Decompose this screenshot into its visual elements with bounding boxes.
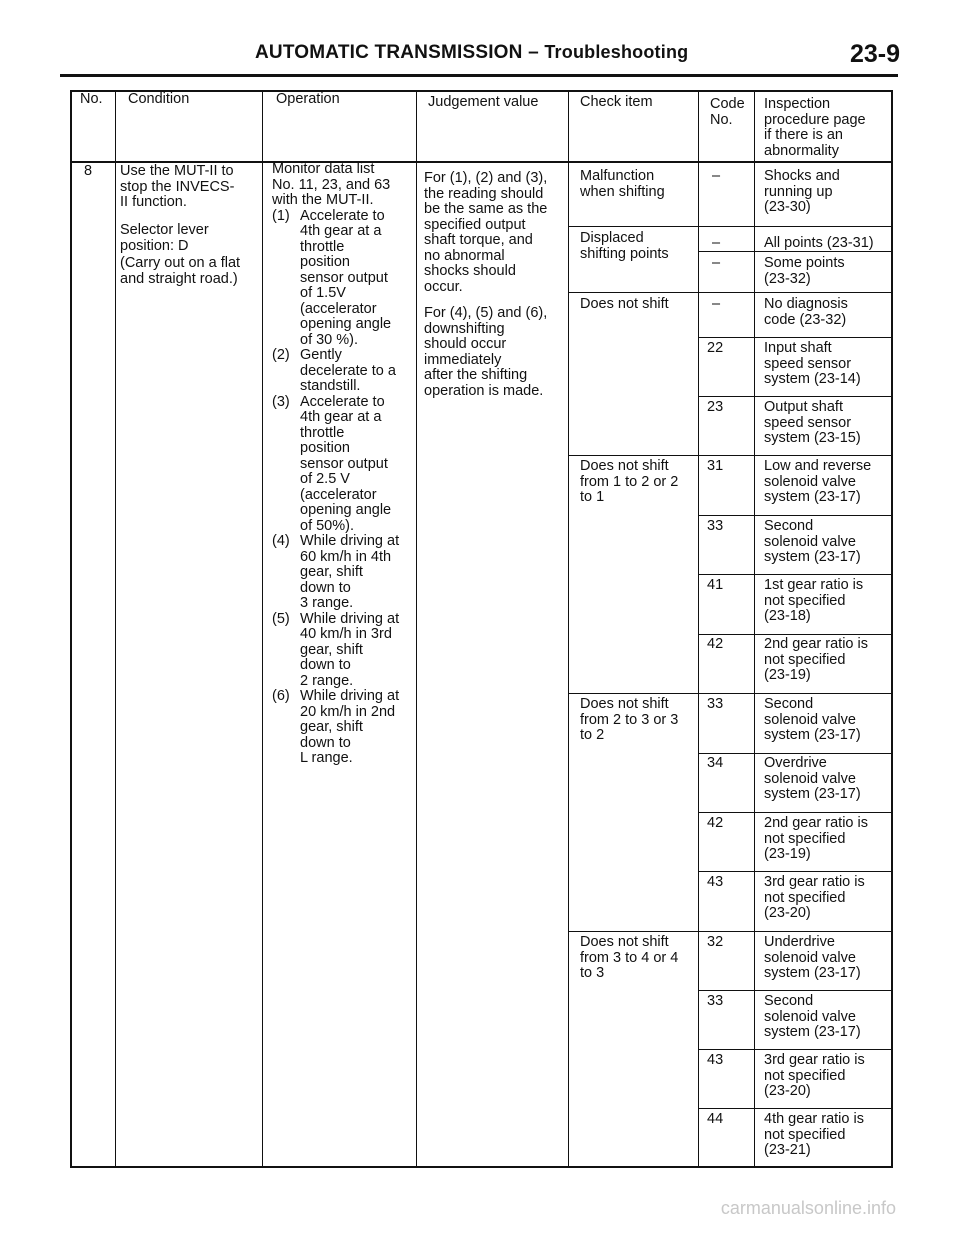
col-header-judgement: Judgement value <box>428 94 539 110</box>
inspection-procedure: 2nd gear ratio is not specified (23-19) <box>764 636 868 683</box>
condition-text: Use the MUT-II to stop the INVECS- II function. <box>120 163 235 210</box>
inspection-procedure: Input shaft speed sensor system (23-14) <box>764 340 861 387</box>
operation-step <box>272 612 412 690</box>
inspection-procedure: Low and reverse solenoid valve system (23-17) <box>764 458 872 505</box>
subrow-divider <box>698 871 893 872</box>
operation-step-text: While driving at 40 km/h in 3rd gear, shift down to 2 range. <box>300 610 400 689</box>
subrow-divider <box>698 574 893 575</box>
inspection-procedure: Output shaft speed sensor system (23-15) <box>764 399 861 446</box>
code-number: 42 <box>707 815 724 831</box>
check-item: Does not shift from 1 to 2 or 2 to 1 <box>580 458 679 505</box>
check-divider <box>568 226 893 227</box>
subrow-divider <box>698 1049 893 1050</box>
title-separator: – <box>528 42 539 63</box>
operation-step <box>272 395 412 535</box>
col-header-inspection: Inspection procedure page if there is an abnormality <box>764 96 866 159</box>
code-number: 33 <box>707 518 724 534</box>
code-number: 31 <box>707 458 724 474</box>
col-divider-condition <box>262 90 263 1168</box>
code-number: 44 <box>707 1111 724 1127</box>
judgement-text: For (4), (5) and (6), downshifting should occur immediately after the shifting operation is made. <box>424 305 548 399</box>
code-number: – <box>712 255 721 271</box>
watermark-text: carmanualsonline.info <box>720 1198 896 1218</box>
col-header-code: Code No. <box>710 96 745 128</box>
inspection-procedure: All points (23-31) <box>764 235 874 251</box>
operation-step-text: Accelerate to 4th gear at a throttle position sensor output of 2.5 V (accelerator opening angle of 50%). <box>300 393 392 534</box>
subrow-divider <box>698 396 893 397</box>
section-title: AUTOMATIC TRANSMISSION <box>255 42 523 63</box>
code-number: 23 <box>707 399 724 415</box>
col-header-no: No. <box>80 91 103 107</box>
col-divider-no <box>115 90 116 1168</box>
inspection-procedure: 4th gear ratio is not specified (23-21) <box>764 1111 864 1158</box>
operation-step <box>272 534 412 612</box>
code-number: 41 <box>707 577 724 593</box>
code-number: 43 <box>707 874 724 890</box>
operation-step <box>272 689 412 767</box>
judgement-text: For (1), (2) and (3), the reading should be the same as the specified output shaft torque, and no abnormal shocks should occur. <box>424 170 548 295</box>
page-title <box>255 42 688 64</box>
check-divider <box>568 292 893 293</box>
subrow-divider <box>698 515 893 516</box>
section-subtitle: Troubleshooting <box>544 42 689 62</box>
code-number: – <box>712 168 721 184</box>
table-border-bottom <box>70 1166 893 1168</box>
inspection-procedure: Second solenoid valve system (23-17) <box>764 993 861 1040</box>
subrow-divider <box>698 990 893 991</box>
check-divider <box>568 693 893 694</box>
operation-step-number: (4) <box>272 533 290 549</box>
inspection-procedure: 1st gear ratio is not specified (23-18) <box>764 577 864 624</box>
inspection-procedure: Shocks and running up (23-30) <box>764 168 840 215</box>
code-number: 34 <box>707 755 724 771</box>
code-number: – <box>712 296 721 312</box>
code-number: 43 <box>707 1052 724 1068</box>
code-number: 33 <box>707 993 724 1009</box>
operation-step-number: (5) <box>272 610 290 627</box>
check-item: Does not shift <box>580 296 669 312</box>
operation-step <box>272 348 412 395</box>
page-number: 23-9 <box>849 40 900 68</box>
col-header-condition: Condition <box>128 91 190 107</box>
inspection-procedure: Second solenoid valve system (23-17) <box>764 696 861 743</box>
check-item: Malfunction when shifting <box>580 168 665 200</box>
inspection-procedure: 3rd gear ratio is not specified (23-20) <box>764 1052 865 1099</box>
operation-step-text: While driving at 60 km/h in 4th gear, shift down to 3 range. <box>300 533 400 611</box>
operation-intro: Monitor data list No. 11, 23, and 63 with the MUT-II. <box>272 161 391 208</box>
operation-steps <box>272 209 412 767</box>
header-rule <box>60 74 898 77</box>
code-number: 33 <box>707 696 724 712</box>
operation-step <box>272 209 412 349</box>
inspection-procedure: Overdrive solenoid valve system (23-17) <box>764 755 861 802</box>
operation-step-text: While driving at 20 km/h in 2nd gear, shift down to L range. <box>300 688 400 766</box>
condition-text: (Carry out on a flat and straight road.) <box>120 255 241 287</box>
inspection-procedure: 3rd gear ratio is not specified (23-20) <box>764 874 865 921</box>
operation-step-number: (2) <box>272 347 290 363</box>
code-number: 32 <box>707 934 724 950</box>
operation-step-text: Accelerate to 4th gear at a throttle position sensor output of 1.5V (accelerator opening angle of 30 %). <box>300 207 392 348</box>
row-number: 8 <box>84 163 93 179</box>
check-divider <box>568 455 893 456</box>
code-number: 22 <box>707 340 724 356</box>
col-divider-judgement <box>568 90 569 1168</box>
subrow-divider <box>698 812 893 813</box>
check-divider <box>568 931 893 932</box>
operation-step-text: Gently decelerate to a standstill. <box>300 347 396 394</box>
inspection-procedure: Some points (23-32) <box>764 255 845 287</box>
table-border-left <box>70 90 72 1168</box>
subrow-divider <box>698 634 893 635</box>
operation-step-number: (3) <box>272 393 290 410</box>
subrow-divider <box>698 1108 893 1109</box>
operation-text <box>272 162 412 767</box>
check-item: Does not shift from 3 to 4 or 4 to 3 <box>580 934 679 981</box>
operation-step-number: (1) <box>272 207 290 224</box>
check-item: Displaced shifting points <box>580 230 669 262</box>
check-item: Does not shift from 2 to 3 or 3 to 2 <box>580 696 679 743</box>
inspection-procedure: No diagnosis code (23-32) <box>764 296 848 328</box>
col-header-operation: Operation <box>276 91 340 107</box>
inspection-procedure: Underdrive solenoid valve system (23-17) <box>764 934 861 981</box>
subrow-divider <box>698 337 893 338</box>
subrow-divider <box>698 753 893 754</box>
code-number: 42 <box>707 636 724 652</box>
operation-step-number: (6) <box>272 688 290 704</box>
page-header <box>60 40 900 76</box>
code-number: – <box>712 235 721 251</box>
condition-text: Selector lever position: D <box>120 222 209 254</box>
inspection-procedure: 2nd gear ratio is not specified (23-19) <box>764 815 868 862</box>
col-header-check-item: Check item <box>580 94 653 110</box>
inspection-procedure: Second solenoid valve system (23-17) <box>764 518 861 565</box>
table-border-top <box>70 90 893 92</box>
col-divider-operation <box>416 90 417 1168</box>
